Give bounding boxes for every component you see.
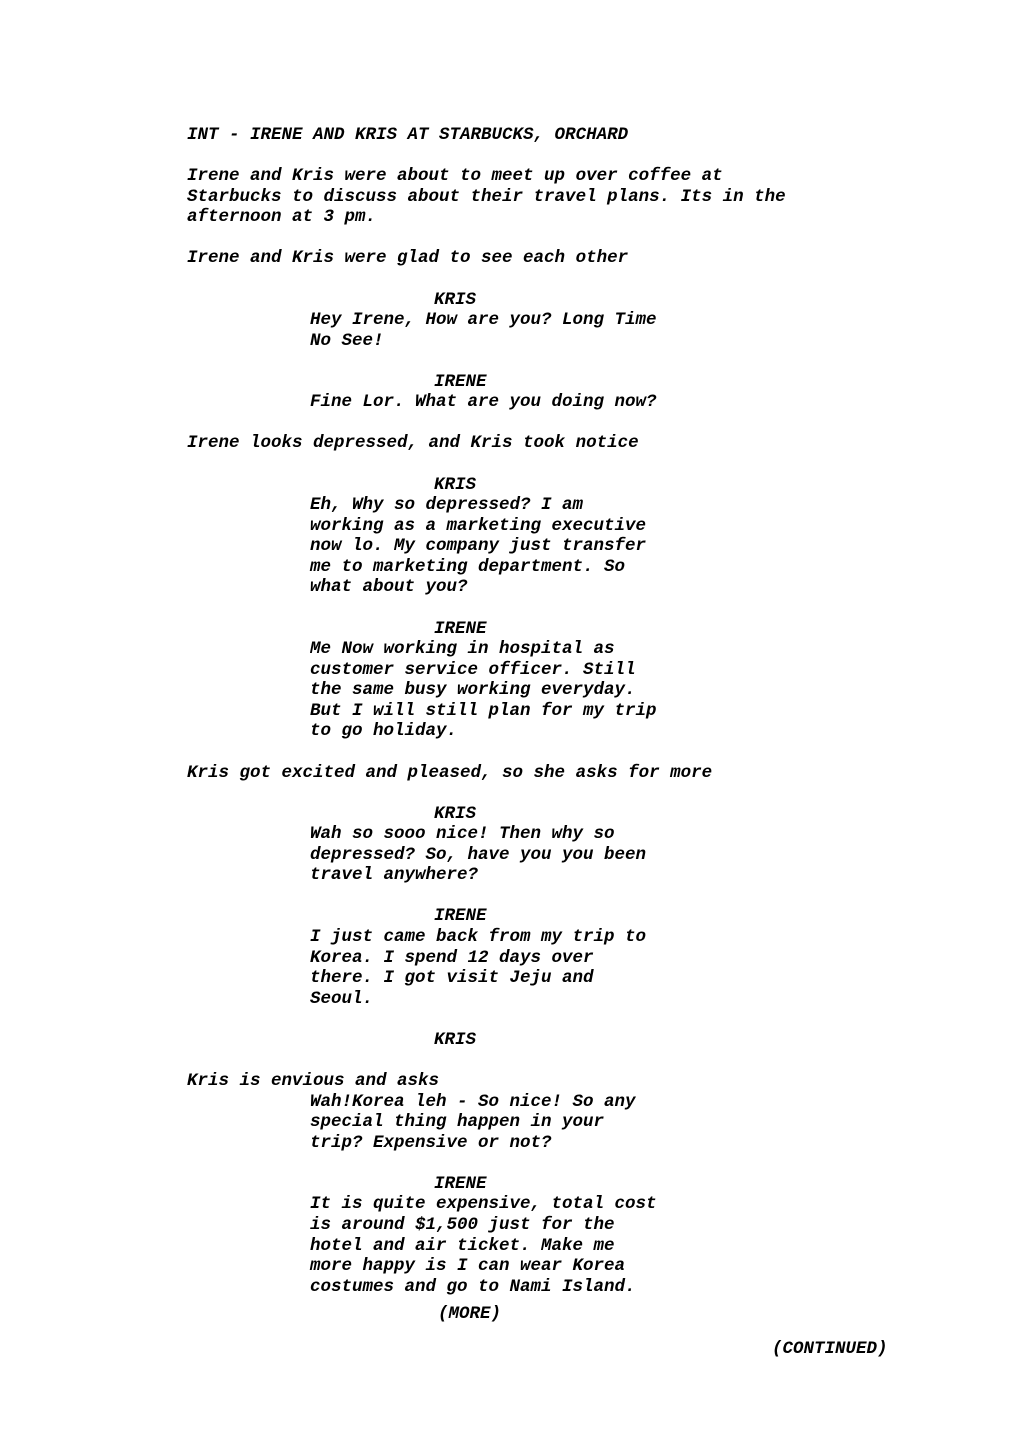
dialogue-line: travel anywhere? <box>310 865 479 885</box>
action-line: Kris is envious and asks <box>187 1071 440 1091</box>
dialogue-line: is around $1,500 just for the <box>310 1215 615 1235</box>
dialogue-line: now lo. My company just transfer <box>310 536 647 556</box>
scene-heading: INT - IRENE AND KRIS AT STARBUCKS, ORCHARD <box>187 125 629 145</box>
character-name: KRIS <box>434 290 477 310</box>
dialogue-line: Fine Lor. What are you doing now? <box>310 392 657 412</box>
dialogue-line: Seoul. <box>310 989 374 1009</box>
dialogue-line: working as a marketing executive <box>310 516 647 536</box>
action-line: Irene looks depressed, and Kris took notice <box>187 433 639 453</box>
dialogue-line: customer service officer. Still <box>310 660 636 680</box>
character-name: IRENE <box>434 1174 487 1194</box>
dialogue-line: there. I got visit Jeju and <box>310 968 594 988</box>
dialogue-line: trip? Expensive or not? <box>310 1133 552 1153</box>
character-name: KRIS <box>434 1030 477 1050</box>
dialogue-line: But I will still plan for my trip <box>310 701 657 721</box>
dialogue-line: special thing happen in your <box>310 1112 605 1132</box>
action-line: afternoon at 3 pm. <box>187 207 377 227</box>
action-line: Starbucks to discuss about their travel plans. Its in the <box>187 187 786 207</box>
dialogue-line: hotel and air ticket. Make me <box>310 1236 615 1256</box>
character-name: IRENE <box>434 372 487 392</box>
action-line: Irene and Kris were about to meet up over coffee at <box>187 166 723 186</box>
dialogue-line: Eh, Why so depressed? I am <box>310 495 584 515</box>
dialogue-line: I just came back from my trip to <box>310 927 647 947</box>
dialogue-line: Korea. I spend 12 days over <box>310 948 594 968</box>
action-line: Irene and Kris were glad to see each other <box>187 248 629 268</box>
dialogue-line: costumes and go to Nami Island. <box>310 1277 636 1297</box>
dialogue-line: the same busy working everyday. <box>310 680 636 700</box>
continued-marker: (CONTINUED) <box>772 1339 888 1359</box>
character-name: KRIS <box>434 475 477 495</box>
dialogue-line: Me Now working in hospital as <box>310 639 615 659</box>
dialogue-line: what about you? <box>310 577 468 597</box>
dialogue-line: Wah so sooo nice! Then why so <box>310 824 615 844</box>
character-name: IRENE <box>434 619 487 639</box>
dialogue-line: Hey Irene, How are you? Long Time <box>310 310 657 330</box>
dialogue-line: to go holiday. <box>310 721 458 741</box>
dialogue-line: more happy is I can wear Korea <box>310 1256 626 1276</box>
dialogue-line: Wah!Korea leh - So nice! So any <box>310 1092 636 1112</box>
dialogue-line: me to marketing department. So <box>310 557 626 577</box>
character-name: IRENE <box>434 906 487 926</box>
dialogue-line: depressed? So, have you you been <box>310 845 647 865</box>
dialogue-line: No See! <box>310 331 384 351</box>
character-name: KRIS <box>434 804 477 824</box>
action-line: Kris got excited and pleased, so she asks for more <box>187 763 713 783</box>
dialogue-line: It is quite expensive, total cost <box>310 1194 657 1214</box>
more-marker: (MORE) <box>438 1304 502 1324</box>
